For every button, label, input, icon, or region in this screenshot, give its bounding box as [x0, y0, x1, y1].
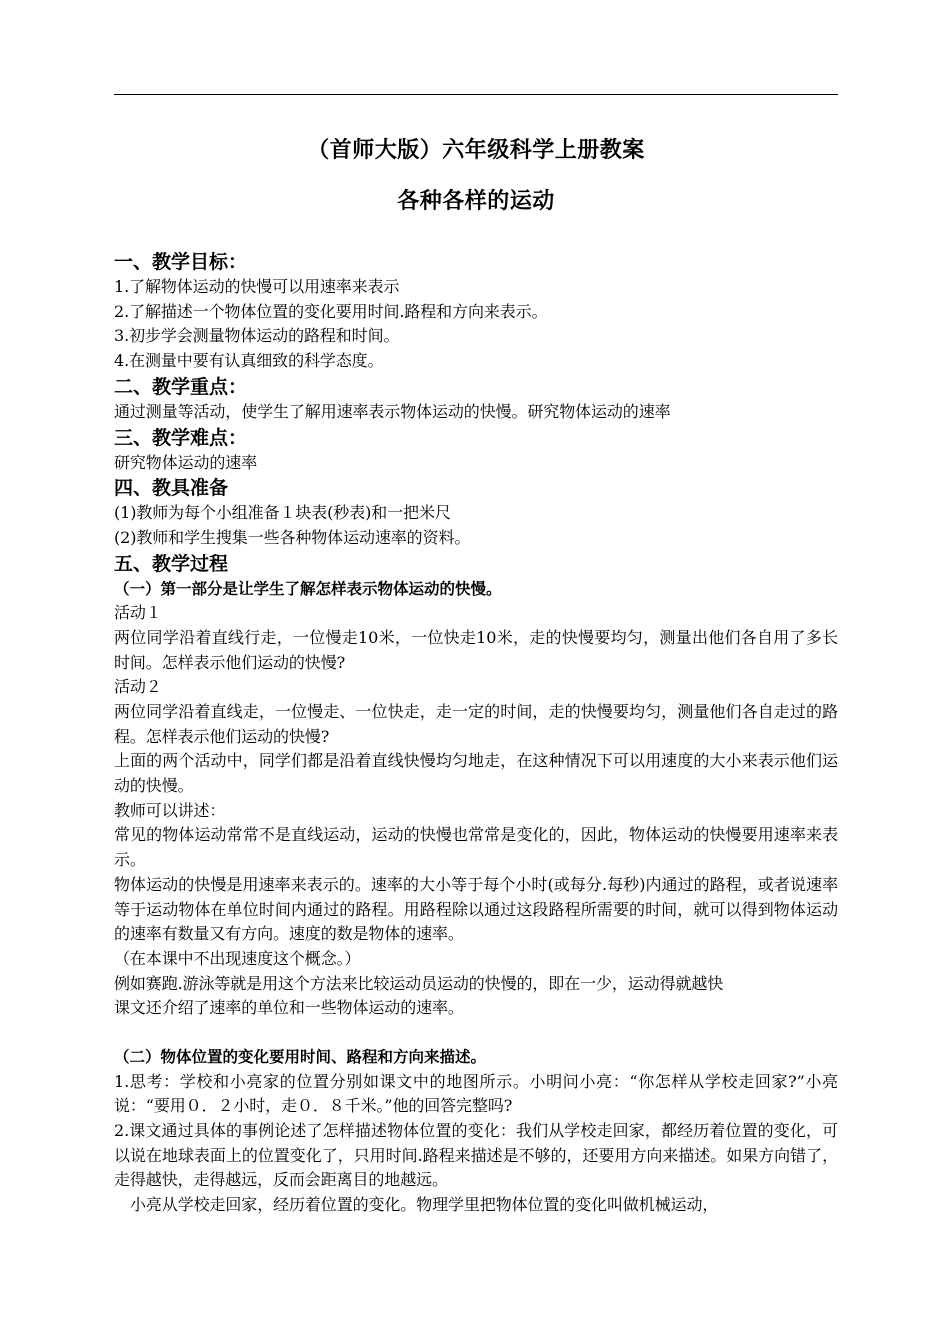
material-line: (1)教师为每个小组准备１块表(秒表)和一把米尺	[114, 503, 451, 523]
activity1-label: 活动１	[114, 603, 162, 623]
activity1-text: 两位同学沿着直线行走，一位慢走10米，一位快走10米，走的快慢要均匀，测量出他们各自用了多长时间。怎样表示他们运动的快慢?	[114, 627, 838, 672]
section-heading-process: 五、教学过程	[114, 552, 229, 575]
objective-line: 1.了解物体运动的快慢可以用速率来表示	[114, 277, 400, 296]
header-rule	[114, 94, 838, 95]
part2-heading: （二）物体位置的变化要用时间、路程和方向来描述。	[114, 1048, 487, 1067]
key-point-line: 通过测量等活动，使学生了解用速率表示物体运动的快慢。研究物体运动的速率	[114, 401, 671, 421]
blank-line	[114, 1021, 838, 1045]
textbook-line: 课文还介绍了速率的单位和一些物体运动的速率。	[114, 998, 464, 1018]
activity2-label: 活动２	[114, 677, 162, 697]
section-heading-key-points: 二、教学重点：	[114, 375, 248, 398]
objective-line: 4.在测量中要有认真细致的科学态度。	[114, 351, 384, 371]
part2-item: 2.课文通过具体的事例论述了怎样描述物体位置的变化：我们从学校走回家，都经历着位置的变化，可以说在地球表面上的位置变化了，只用时间.路程来描述是不够的，还要用方向来描述。如果方向错了，走得越快，走得越远，反而会距离目的地越远。	[114, 1120, 838, 1190]
part2-item: 1.思考：学校和小亮家的位置分别如课文中的地图所示。小明问小亮：“你怎样从学校走回家?”小亮说：“要用０．２小时，走０．８千米。”他的回答完整吗?	[114, 1071, 838, 1116]
section-heading-objectives: 一、教学目标：	[114, 251, 248, 273]
section-heading-materials: 四、教具准备	[114, 477, 229, 500]
example-line: 例如赛跑.游泳等就是用这个方法来比较运动员运动的快慢的，即在一少，运动得就越快	[114, 973, 724, 993]
activity-summary: 上面的两个活动中，同学们都是沿着直线快慢均匀地走，在这种情况下可以用速度的大小来表示他们运动的快慢。	[114, 751, 838, 796]
document-subtitle: 各种各样的运动	[397, 189, 555, 214]
note-line: （在本课中不出现速度这个概念。）	[114, 948, 361, 968]
objective-line: 2.了解描述一个物体位置的变化要用时间.路程和方向来表示。	[114, 301, 548, 321]
document-body	[114, 249, 838, 1218]
explanation-paragraph: 物体运动的快慢是用速率来表示的。速率的大小等于每个小时(或每分.每秒)内通过的路程，或者说速率等于运动物体在单位时间内通过的路程。用路程除以通过这段路程所需要的时间，就可以得到物体运动的速率有数量又有方向。速度的数是物体的速率。	[114, 874, 838, 944]
explanation-paragraph: 常见的物体运动常常不是直线运动，运动的快慢也常常是变化的，因此，物体运动的快慢要用速率来表示。	[114, 825, 838, 870]
document-title: （首师大版）六年级科学上册教案	[307, 138, 645, 163]
part1-heading: （一）第一部分是让学生了解怎样表示物体运动的快慢。	[114, 579, 502, 598]
objective-line: 3.初步学会测量物体运动的路程和时间。	[114, 326, 400, 346]
section-heading-difficulties: 三、教学难点：	[114, 426, 248, 449]
difficulty-line: 研究物体运动的速率	[114, 452, 258, 472]
activity2-text: 两位同学沿着直线走，一位慢走、一位快走，走一定的时间，走的快慢要均匀，测量他们各自走过的路程。怎样表示他们运动的快慢?	[114, 701, 838, 746]
teacher-label: 教师可以讲述：	[114, 800, 226, 820]
part2-item: 小亮从学校走回家，经历着位置的变化。物理学里把物体位置的变化叫做机械运动，	[130, 1195, 719, 1215]
material-line: (2)教师和学生搜集一些各种物体运动速率的资料。	[114, 527, 471, 547]
